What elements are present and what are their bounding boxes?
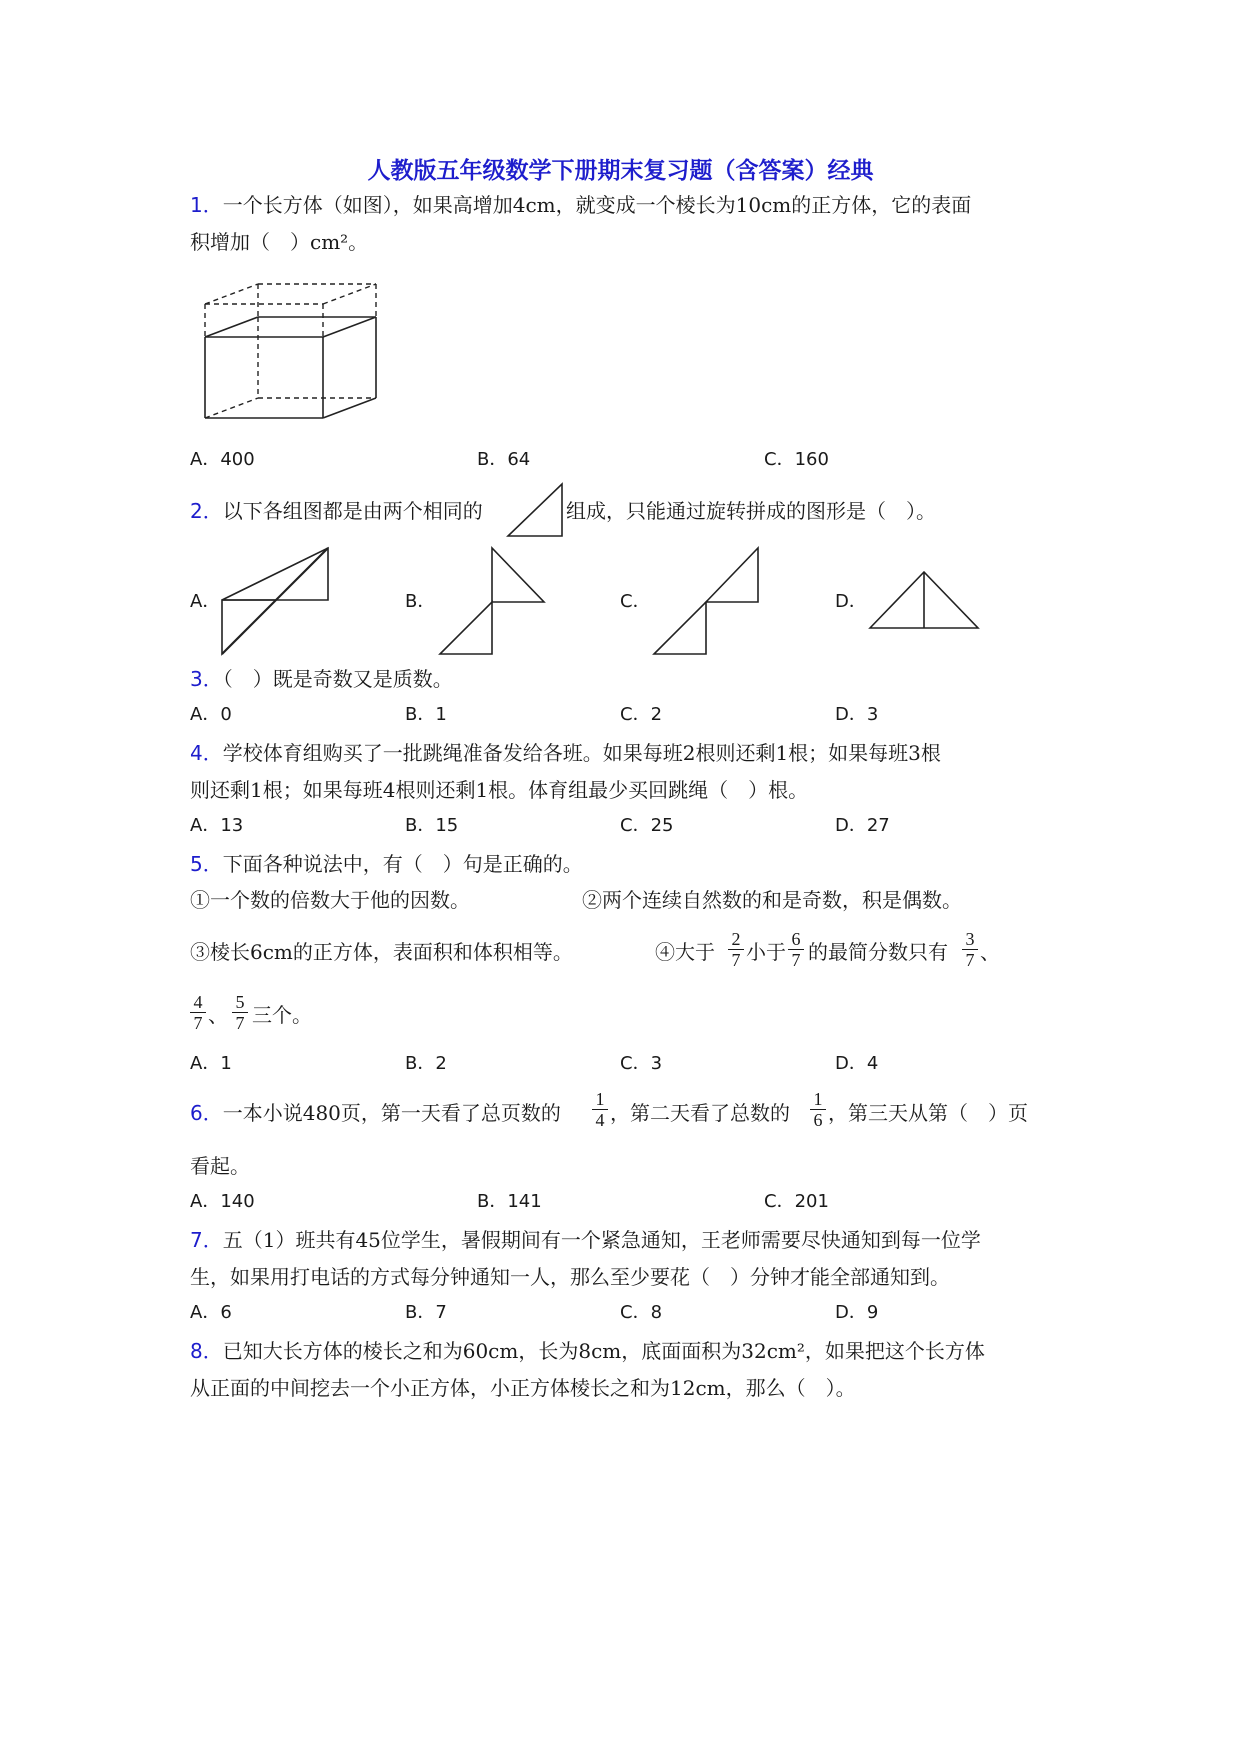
fraction-denominator: 7 [235,1013,245,1033]
statement-4-suffix: 三个。 [252,1003,312,1027]
question-7-text-1: 五（1）班共有45位学生，暑假期间有一个紧急通知，王老师需要尽快通知到每一位学 [222,1228,981,1252]
question-5-option-d[interactable]: D．4 [835,1053,879,1074]
question-4-number: 4． [190,741,223,765]
question-3-option-c[interactable]: C．2 [620,704,663,725]
question-7-line2: 生，如果用打电话的方式每分钟通知一人，那么至少要花（ ）分钟才能全部通知到。 [190,1265,950,1289]
question-7-option-d[interactable]: D．9 [835,1302,879,1323]
fraction-denominator: 4 [595,1110,605,1130]
question-2-number: 2． [190,499,223,523]
question-4-option-d[interactable]: D．27 [835,815,890,836]
question-3-option-d[interactable]: D．3 [835,704,879,725]
fraction-denominator: 7 [965,950,975,970]
question-6-option-b[interactable]: B．141 [477,1191,542,1212]
fraction-denominator: 6 [813,1110,823,1130]
question-3-option-b[interactable]: B．1 [405,704,447,725]
question-7-line1 [190,1227,981,1253]
fraction-numerator: 1 [592,1090,608,1110]
statement-4-separator: 、 [980,940,1000,964]
document-title: 人教版五年级数学下册期末复习题（含答案）经典 [367,158,874,184]
fraction-numerator: 1 [810,1090,826,1110]
triangle-piece-icon [506,482,564,538]
question-5-line [190,851,583,877]
question-2-text-a: 以下各组图都是由两个相同的 [222,499,483,523]
question-1-line1 [190,192,971,218]
fraction-denominator: 7 [193,1013,203,1033]
question-2-figure-c[interactable] [652,546,762,658]
question-3-line [190,666,453,692]
question-8-line1 [190,1338,985,1364]
question-5-text: 下面各种说法中，有（ ）句是正确的。 [222,852,583,876]
statement-4-prefix: ④大于 [655,940,715,964]
question-3-text: （ ）既是奇数又是质数。 [222,667,453,691]
question-4-line1 [190,740,941,766]
question-2-figure-d[interactable] [868,570,982,630]
fraction-denominator: 7 [791,950,801,970]
statement-3: ③棱长6cm的正方体，表面积和体积相等。 [190,940,573,964]
question-8-text-1: 已知大长方体的棱长之和为60cm，长为8cm，底面面积为32cm²，如果把这个长方体 [222,1339,985,1363]
fraction-2-7 [728,930,744,969]
question-2-label-a[interactable]: A． [190,591,221,612]
question-2-label-d[interactable]: D． [835,591,867,612]
statement-1: ①一个数的倍数大于他的因数。 [190,888,470,912]
question-4-line2: 则还剩1根；如果每班4根则还剩1根。体育组最少买回跳绳（ ）根。 [190,778,809,802]
fraction-3-7 [962,930,978,969]
fraction-denominator: 7 [731,950,741,970]
question-4-text-1: 学校体育组购买了一批跳绳准备发给各班。如果每班2根则还剩1根；如果每班3根 [222,741,941,765]
question-6-line1a [190,1100,561,1126]
question-2-text-b: 组成，只能通过旋转拼成的图形是（ ）。 [566,499,936,523]
fraction-numerator: 3 [962,930,978,950]
question-8-number: 8． [190,1339,223,1363]
question-4-option-b[interactable]: B．15 [405,815,459,836]
question-1-text: 一个长方体（如图），如果高增加4cm，就变成一个棱长为10cm的正方体，它的表面 [222,193,972,217]
question-7-number: 7． [190,1228,223,1252]
question-1-option-c[interactable]: C．160 [764,449,829,470]
fraction-6-7 [788,930,804,969]
question-1-option-a[interactable]: A．400 [190,449,255,470]
question-6-option-c[interactable]: C．201 [764,1191,829,1212]
question-6-text-b: ，第二天看了总数的 [610,1101,790,1125]
fraction-numerator: 4 [190,993,206,1013]
question-2-line1a [190,498,483,524]
question-2-label-c[interactable]: C． [620,591,651,612]
question-6-text-c: ，第三天从第（ ）页 [828,1101,1028,1125]
question-1-option-b[interactable]: B．64 [477,449,531,470]
fraction-5-7 [232,993,248,1032]
question-2-figure-b[interactable] [438,546,548,658]
question-1-line2: 积增加（ ）cm²。 [190,230,369,254]
question-5-option-a[interactable]: A．1 [190,1053,232,1074]
question-6-number: 6． [190,1101,223,1125]
question-4-option-c[interactable]: C．25 [620,815,674,836]
question-7-option-c[interactable]: C．8 [620,1302,663,1323]
question-6-text-a: 一本小说480页，第一天看了总页数的 [222,1101,561,1125]
fraction-numerator: 6 [788,930,804,950]
fraction-1-4 [592,1090,608,1129]
question-6-line2: 看起。 [190,1154,250,1178]
cuboid-figure [200,282,384,422]
question-5-number: 5． [190,852,223,876]
statement-4-separator-2: 、 [208,1003,228,1027]
question-1-number: 1． [190,193,223,217]
statement-4-less-than: 小于 [746,940,786,964]
question-8-line2: 从正面的中间挖去一个小正方体，小正方体棱长之和为12cm，那么（ ）。 [190,1376,856,1400]
question-5-option-b[interactable]: B．2 [405,1053,447,1074]
fraction-numerator: 5 [232,993,248,1013]
fraction-1-6 [810,1090,826,1129]
question-2-figure-a[interactable] [220,546,332,658]
question-4-option-a[interactable]: A．13 [190,815,244,836]
question-6-option-a[interactable]: A．140 [190,1191,255,1212]
question-7-option-a[interactable]: A．6 [190,1302,232,1323]
statement-4-middle: 的最简分数只有 [808,940,948,964]
fraction-numerator: 2 [728,930,744,950]
question-7-option-b[interactable]: B．7 [405,1302,447,1323]
question-3-option-a[interactable]: A．0 [190,704,232,725]
question-5-option-c[interactable]: C．3 [620,1053,663,1074]
question-3-number: 3． [190,667,223,691]
statement-2: ②两个连续自然数的和是奇数，积是偶数。 [582,888,962,912]
fraction-4-7 [190,993,206,1032]
question-2-label-b[interactable]: B． [405,591,436,612]
